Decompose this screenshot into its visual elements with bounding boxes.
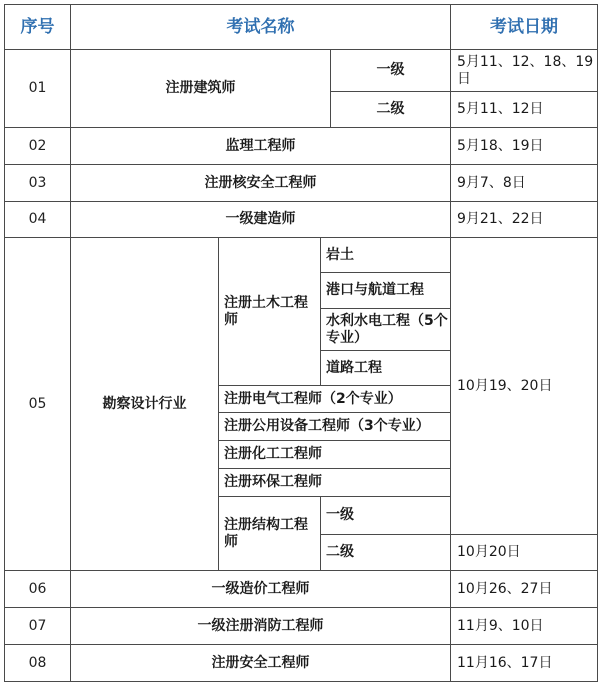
exam-date: 11月16、17日 bbox=[451, 645, 598, 682]
exam-name: 注册核安全工程师 bbox=[71, 165, 451, 202]
table-row bbox=[5, 238, 598, 273]
exam-name: 一级建造师 bbox=[71, 202, 451, 238]
row-seq: 01 bbox=[5, 50, 71, 128]
exam-name: 一级注册消防工程师 bbox=[71, 608, 451, 645]
chemical-engineer-label: 注册化工工程师 bbox=[219, 441, 451, 469]
civil-engineer-label: 注册土木工程师 bbox=[219, 238, 321, 386]
exam-name: 监理工程师 bbox=[71, 128, 451, 165]
header-exam-date: 考试日期 bbox=[451, 5, 598, 50]
exam-date: 9月21、22日 bbox=[451, 202, 598, 238]
civil-sub-item: 港口与航道工程 bbox=[321, 273, 451, 309]
civil-sub-item: 岩土 bbox=[321, 238, 451, 273]
row-seq: 07 bbox=[5, 608, 71, 645]
exam-date: 10月20日 bbox=[451, 535, 598, 571]
level-label: 二级 bbox=[321, 535, 451, 571]
civil-sub-item: 道路工程 bbox=[321, 351, 451, 386]
row-seq: 03 bbox=[5, 165, 71, 202]
level-label: 一级 bbox=[321, 497, 451, 535]
table-row bbox=[5, 165, 598, 202]
level-label: 二级 bbox=[331, 92, 451, 128]
civil-sub-item: 水利水电工程（5个专业） bbox=[321, 309, 451, 351]
row-seq: 06 bbox=[5, 571, 71, 608]
environmental-engineer-label: 注册环保工程师 bbox=[219, 469, 451, 497]
level-label: 一级 bbox=[331, 50, 451, 92]
header-exam-name: 考试名称 bbox=[71, 5, 451, 50]
exam-name: 一级造价工程师 bbox=[71, 571, 451, 608]
row-seq: 05 bbox=[5, 238, 71, 571]
exam-date: 11月9、10日 bbox=[451, 608, 598, 645]
table-row bbox=[5, 608, 598, 645]
table-row bbox=[5, 645, 598, 682]
table-row bbox=[5, 50, 598, 92]
exam-name-architect: 注册建筑师 bbox=[71, 50, 331, 128]
electrical-engineer-label: 注册电气工程师（2个专业） bbox=[219, 386, 451, 413]
table-row bbox=[5, 202, 598, 238]
row-seq: 02 bbox=[5, 128, 71, 165]
row-seq: 04 bbox=[5, 202, 71, 238]
utility-engineer-label: 注册公用设备工程师（3个专业） bbox=[219, 413, 451, 441]
exam-date: 5月11、12日 bbox=[451, 92, 598, 128]
header-seq: 序号 bbox=[5, 5, 71, 50]
exam-date: 9月7、8日 bbox=[451, 165, 598, 202]
structural-engineer-label: 注册结构工程师 bbox=[219, 497, 321, 571]
table-row bbox=[5, 571, 598, 608]
header-row bbox=[5, 5, 598, 50]
exam-date: 5月11、12、18、19日 bbox=[451, 50, 598, 92]
row-seq: 08 bbox=[5, 645, 71, 682]
exam-name: 注册安全工程师 bbox=[71, 645, 451, 682]
exam-date: 10月26、27日 bbox=[451, 571, 598, 608]
exam-date: 10月19、20日 bbox=[451, 238, 598, 535]
table-row bbox=[5, 128, 598, 165]
exam-date: 5月18、19日 bbox=[451, 128, 598, 165]
exam-name-survey-design: 勘察设计行业 bbox=[71, 238, 219, 571]
exam-schedule-table bbox=[4, 4, 598, 682]
